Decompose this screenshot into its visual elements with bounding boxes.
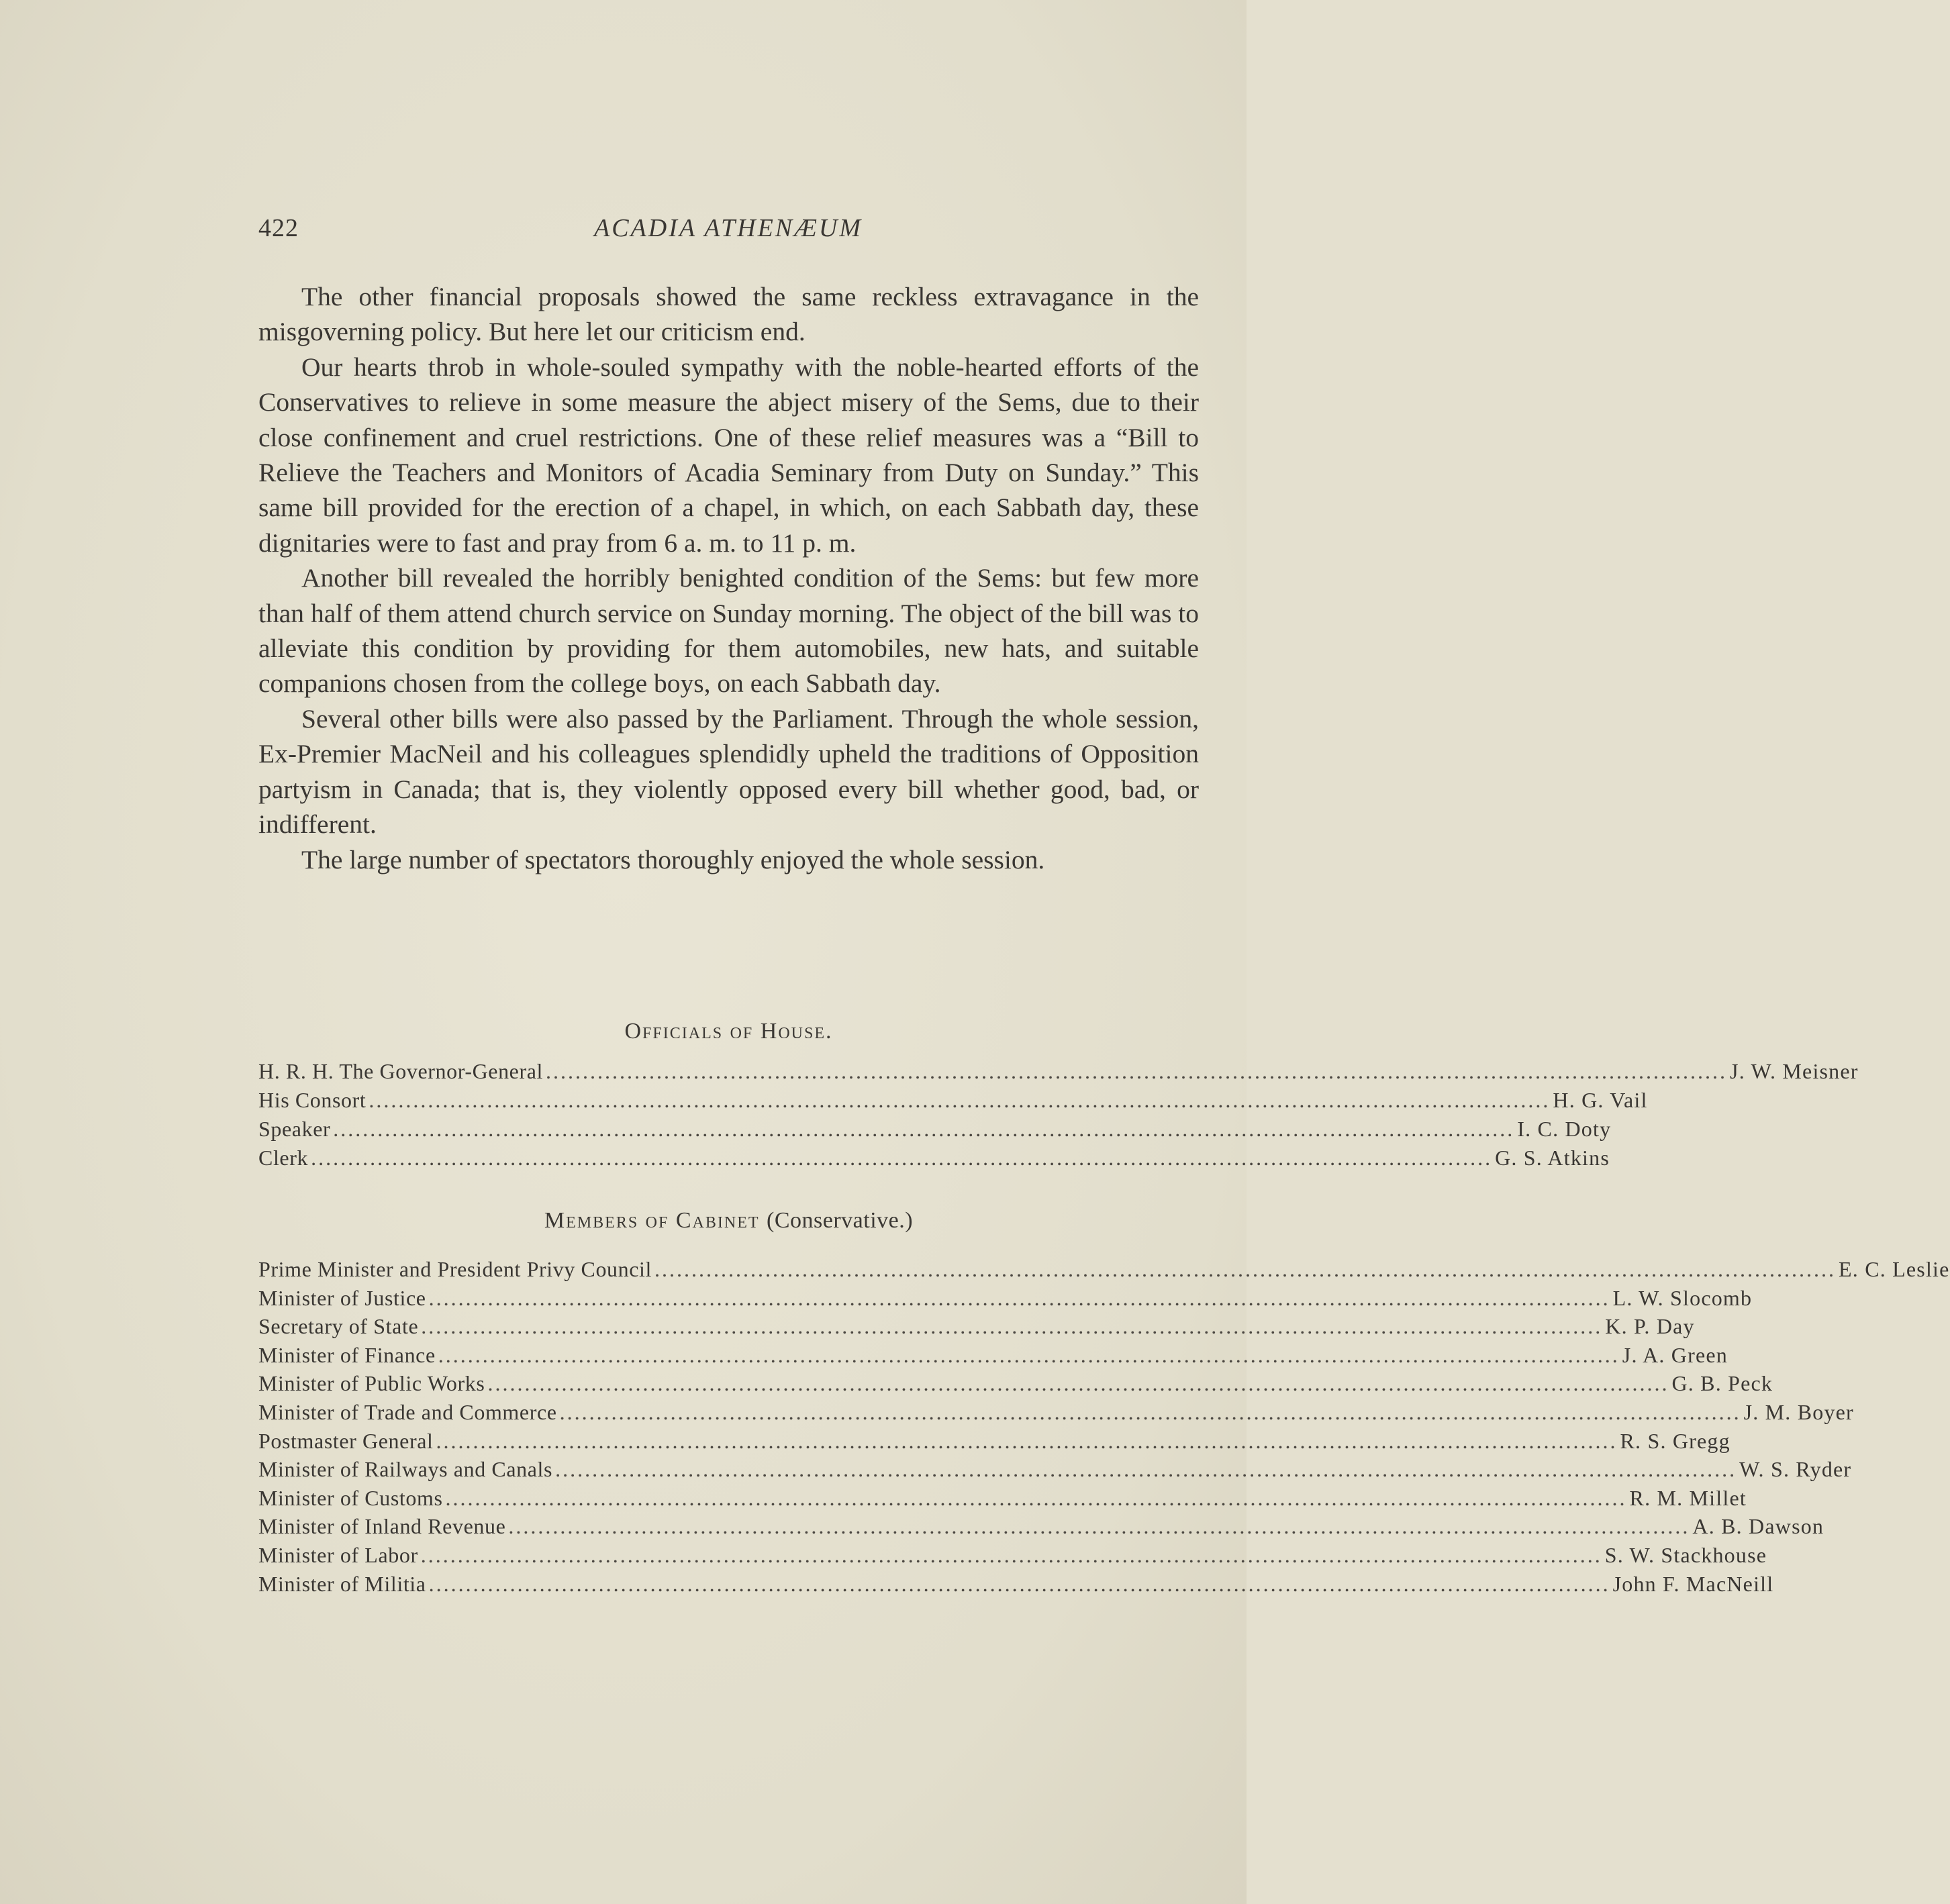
office-holder: J. A. Green [1622, 1342, 1728, 1367]
page-number: 422 [258, 214, 299, 242]
dot-leader: ................................................................................................................................................................ [420, 1542, 1602, 1567]
office-holder: S. W. Stackhouse [1604, 1542, 1767, 1567]
cabinet-heading-main: Members of Cabinet [544, 1208, 760, 1233]
dot-leader: ................................................................................................................................................................ [654, 1257, 1837, 1281]
dot-leader: ................................................................................................................................................................ [311, 1146, 1493, 1170]
office-title: Minister of Trade and Commerce [258, 1399, 557, 1424]
office-holder: K. P. Day [1605, 1314, 1695, 1339]
page-header [258, 213, 1198, 247]
office-title: H. R. H. The Governor-General [258, 1059, 544, 1083]
office-title: Minister of Finance [258, 1342, 436, 1367]
officials-heading: Officials of House. [624, 1019, 833, 1044]
dot-leader: ................................................................................................................................................................ [508, 1514, 1690, 1539]
cabinet-row [258, 1485, 1747, 1515]
officials-row [258, 1088, 1648, 1117]
dot-leader: ................................................................................................................................................................ [555, 1457, 1737, 1482]
office-title: His Consort [258, 1088, 367, 1112]
office-holder: J. M. Boyer [1743, 1399, 1854, 1424]
cabinet-heading-note: (Conservative.) [767, 1208, 914, 1233]
paragraph: Our hearts throb in whole-souled sympathy with the noble-hearted efforts of the Conservatives to relieve in some measure the abject misery of the Sems, due to their close confinement and cruel restrictions. One of these relief measures was a “Bill to Relieve the Teachers and Monitors of Acadia Seminary from Duty on Sunday.” This same bill provided for the erection of a chapel, in which, on each Sabbath day, these dignitaries were to fast and pray from 6 a. m. to 11 p. m. [258, 352, 1199, 558]
officials-list [258, 1059, 1859, 1174]
office-title: Minister of Railways and Canals [258, 1457, 553, 1482]
office-holder: R. S. Gregg [1620, 1428, 1730, 1453]
article-body [258, 279, 1199, 877]
cabinet-row [258, 1428, 1730, 1458]
paragraph: Another bill revealed the horribly benighted condition of the Sems: but few more than half of them attend church service on Sunday morning. The object of the bill was to alleviate this condition by providing for them automobiles, new hats, and suitable companions chosen from the college boys, on each Sabbath day. [258, 563, 1199, 699]
officials-row [258, 1117, 1612, 1146]
paragraph: The large number of spectators thoroughly enjoyed the whole session. [301, 844, 1045, 874]
cabinet-row [258, 1285, 1753, 1315]
dot-leader: ................................................................................................................................................................ [333, 1117, 1515, 1141]
office-holder: A. B. Dawson [1692, 1514, 1824, 1539]
office-title: Prime Minister and President Privy Council [258, 1257, 652, 1281]
office-title: Speaker [258, 1117, 331, 1141]
officials-row [258, 1146, 1610, 1174]
cabinet-row [258, 1514, 1824, 1543]
dot-leader: ................................................................................................................................................................ [445, 1485, 1627, 1510]
cabinet-row [258, 1314, 1695, 1343]
office-holder: J. W. Meisner [1730, 1059, 1859, 1083]
office-holder: R. M. Millet [1629, 1485, 1747, 1510]
office-title: Postmaster General [258, 1428, 434, 1453]
office-title: Minister of Public Works [258, 1371, 485, 1396]
dot-leader: ................................................................................................................................................................ [428, 1571, 1610, 1596]
cabinet-heading [258, 1208, 1199, 1234]
office-title: Minister of Militia [258, 1571, 426, 1596]
office-title: Minister of Labor [258, 1542, 418, 1567]
cabinet-row [258, 1257, 1950, 1286]
office-holder: W. S. Ryder [1739, 1457, 1852, 1482]
cabinet-row [258, 1399, 1854, 1429]
office-holder: John F. MacNeill [1612, 1571, 1774, 1596]
office-holder: L. W. Slocomb [1612, 1285, 1753, 1310]
running-title: ACADIA ATHENÆUM [593, 214, 863, 242]
dot-leader: ................................................................................................................................................................ [428, 1285, 1610, 1310]
office-holder: G. B. Peck [1671, 1371, 1773, 1396]
cabinet-row [258, 1457, 1852, 1486]
officials-row [258, 1059, 1859, 1088]
office-holder: G. S. Atkins [1495, 1146, 1610, 1170]
dot-leader: ................................................................................................................................................................ [487, 1371, 1669, 1396]
office-holder: H. G. Vail [1553, 1088, 1648, 1112]
cabinet-row [258, 1342, 1728, 1372]
office-title: Minister of Inland Revenue [258, 1514, 506, 1539]
cabinet-row [258, 1371, 1773, 1400]
dot-leader: ................................................................................................................................................................ [438, 1342, 1620, 1367]
dot-leader: ................................................................................................................................................................ [546, 1059, 1728, 1083]
dot-leader: ................................................................................................................................................................ [559, 1399, 1741, 1424]
dot-leader: ................................................................................................................................................................ [421, 1314, 1603, 1339]
office-title: Secretary of State [258, 1314, 419, 1339]
dot-leader: ................................................................................................................................................................ [369, 1088, 1551, 1112]
cabinet-row [258, 1542, 1767, 1572]
dot-leader: ................................................................................................................................................................ [436, 1428, 1618, 1453]
cabinet-list [258, 1257, 1950, 1600]
office-title: Minister of Customs [258, 1485, 443, 1510]
paragraph: Several other bills were also passed by the Parliament. Through the whole session, Ex-Premier MacNeil and his colleagues splendidly upheld the traditions of Opposition partyism in Canada; that is, they violently opposed every bill whether good, bad, or indifferent. [258, 703, 1199, 840]
office-title: Minister of Justice [258, 1285, 426, 1310]
cabinet-row [258, 1571, 1774, 1601]
paragraph: The other financial proposals showed the same reckless extravagance in the misgoverning policy. But here let our criticism end. [258, 282, 1199, 347]
office-title: Clerk [258, 1146, 309, 1170]
office-holder: I. C. Doty [1517, 1117, 1612, 1141]
office-holder: E. C. Leslie [1839, 1257, 1950, 1281]
